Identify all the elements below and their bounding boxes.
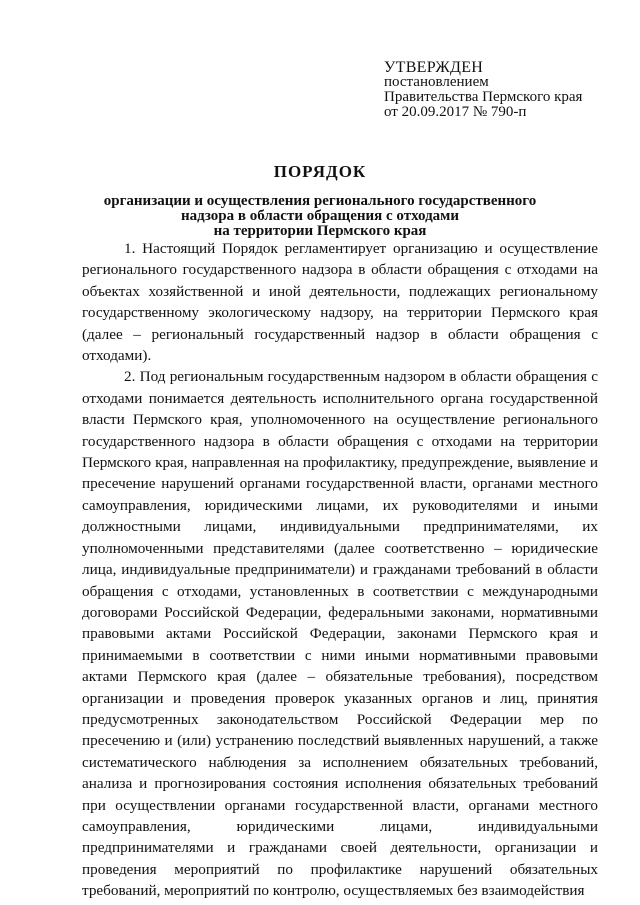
- document-body: [82, 238, 598, 902]
- paragraph-2: 2. Под региональным государственным надзором в области обращения с отходами понимается деятельность исполнительного органа государственной власти Пермского края, уполномоченного на осуществление регионального государственного надзора в области обращения с отходами на территории Пермского края, направленная на профилактику, предупреждение, выявление и пресечение нарушений органами государственной власти, органами местного самоуправления, юридическими лицами, их руководителями и иными должностными лицами, индивидуальными предпринимателями, их уполномоченными представителями (далее соответственно – юридические лица, индивидуальные предприниматели) и гражданами требований в области обращения с отходами, установленных в соответствии с международными договорами Российской Федерации, федеральными законами, нормативными правовыми актами Российской Федерации, законами Пермского края и принимаемыми в соответствии с ними иными нормативными правовыми актами Пермского края (далее – обязательные требования), посредством организации и проведения проверок указанных органов и лиц, принятия предусмотренных законодательством Российской Федерации мер по пресечению и (или) устранению последствий выявленных нарушений, а также систематического наблюдения за исполнением обязательных требований, анализа и прогнозирования состояния исполнения обязательных требований при осуществлении органами государственной власти, органами местного самоуправления, юридическими лицами, индивидуальными предпринимателями и гражданами своей деятельности, организации и проведения мероприятий по профилактике нарушений обязательных требований, мероприятий по контролю, осуществляемых без взаимодействия: [82, 368, 598, 900]
- document-heading: [0, 162, 640, 239]
- document-subtitle-line-2: надзора в области обращения с отходами: [180, 208, 460, 224]
- document-subtitle-line-1: организации и осуществления регионального государственного: [103, 193, 537, 209]
- approval-authority: Правительства Пермского края: [384, 89, 583, 105]
- paragraph-1: 1. Настоящий Порядок регламентирует организацию и осуществление регионального государственного надзора в области обращения с отходами на объектах хозяйственной и иной деятельности, подлежащих региональному государственному экологическому надзору, на территории Пермского края (далее – региональный государственный надзор в области обращения с отходами).: [82, 240, 598, 365]
- approval-date-number: от 20.09.2017 № 790-п: [384, 104, 527, 120]
- approval-stamp: [384, 60, 582, 120]
- approval-basis: постановлением: [384, 74, 489, 90]
- document-subtitle-line-3: на территории Пермского края: [213, 223, 427, 239]
- approval-title: УТВЕРЖДЕН: [384, 59, 484, 76]
- document-title: ПОРЯДОК: [273, 162, 367, 181]
